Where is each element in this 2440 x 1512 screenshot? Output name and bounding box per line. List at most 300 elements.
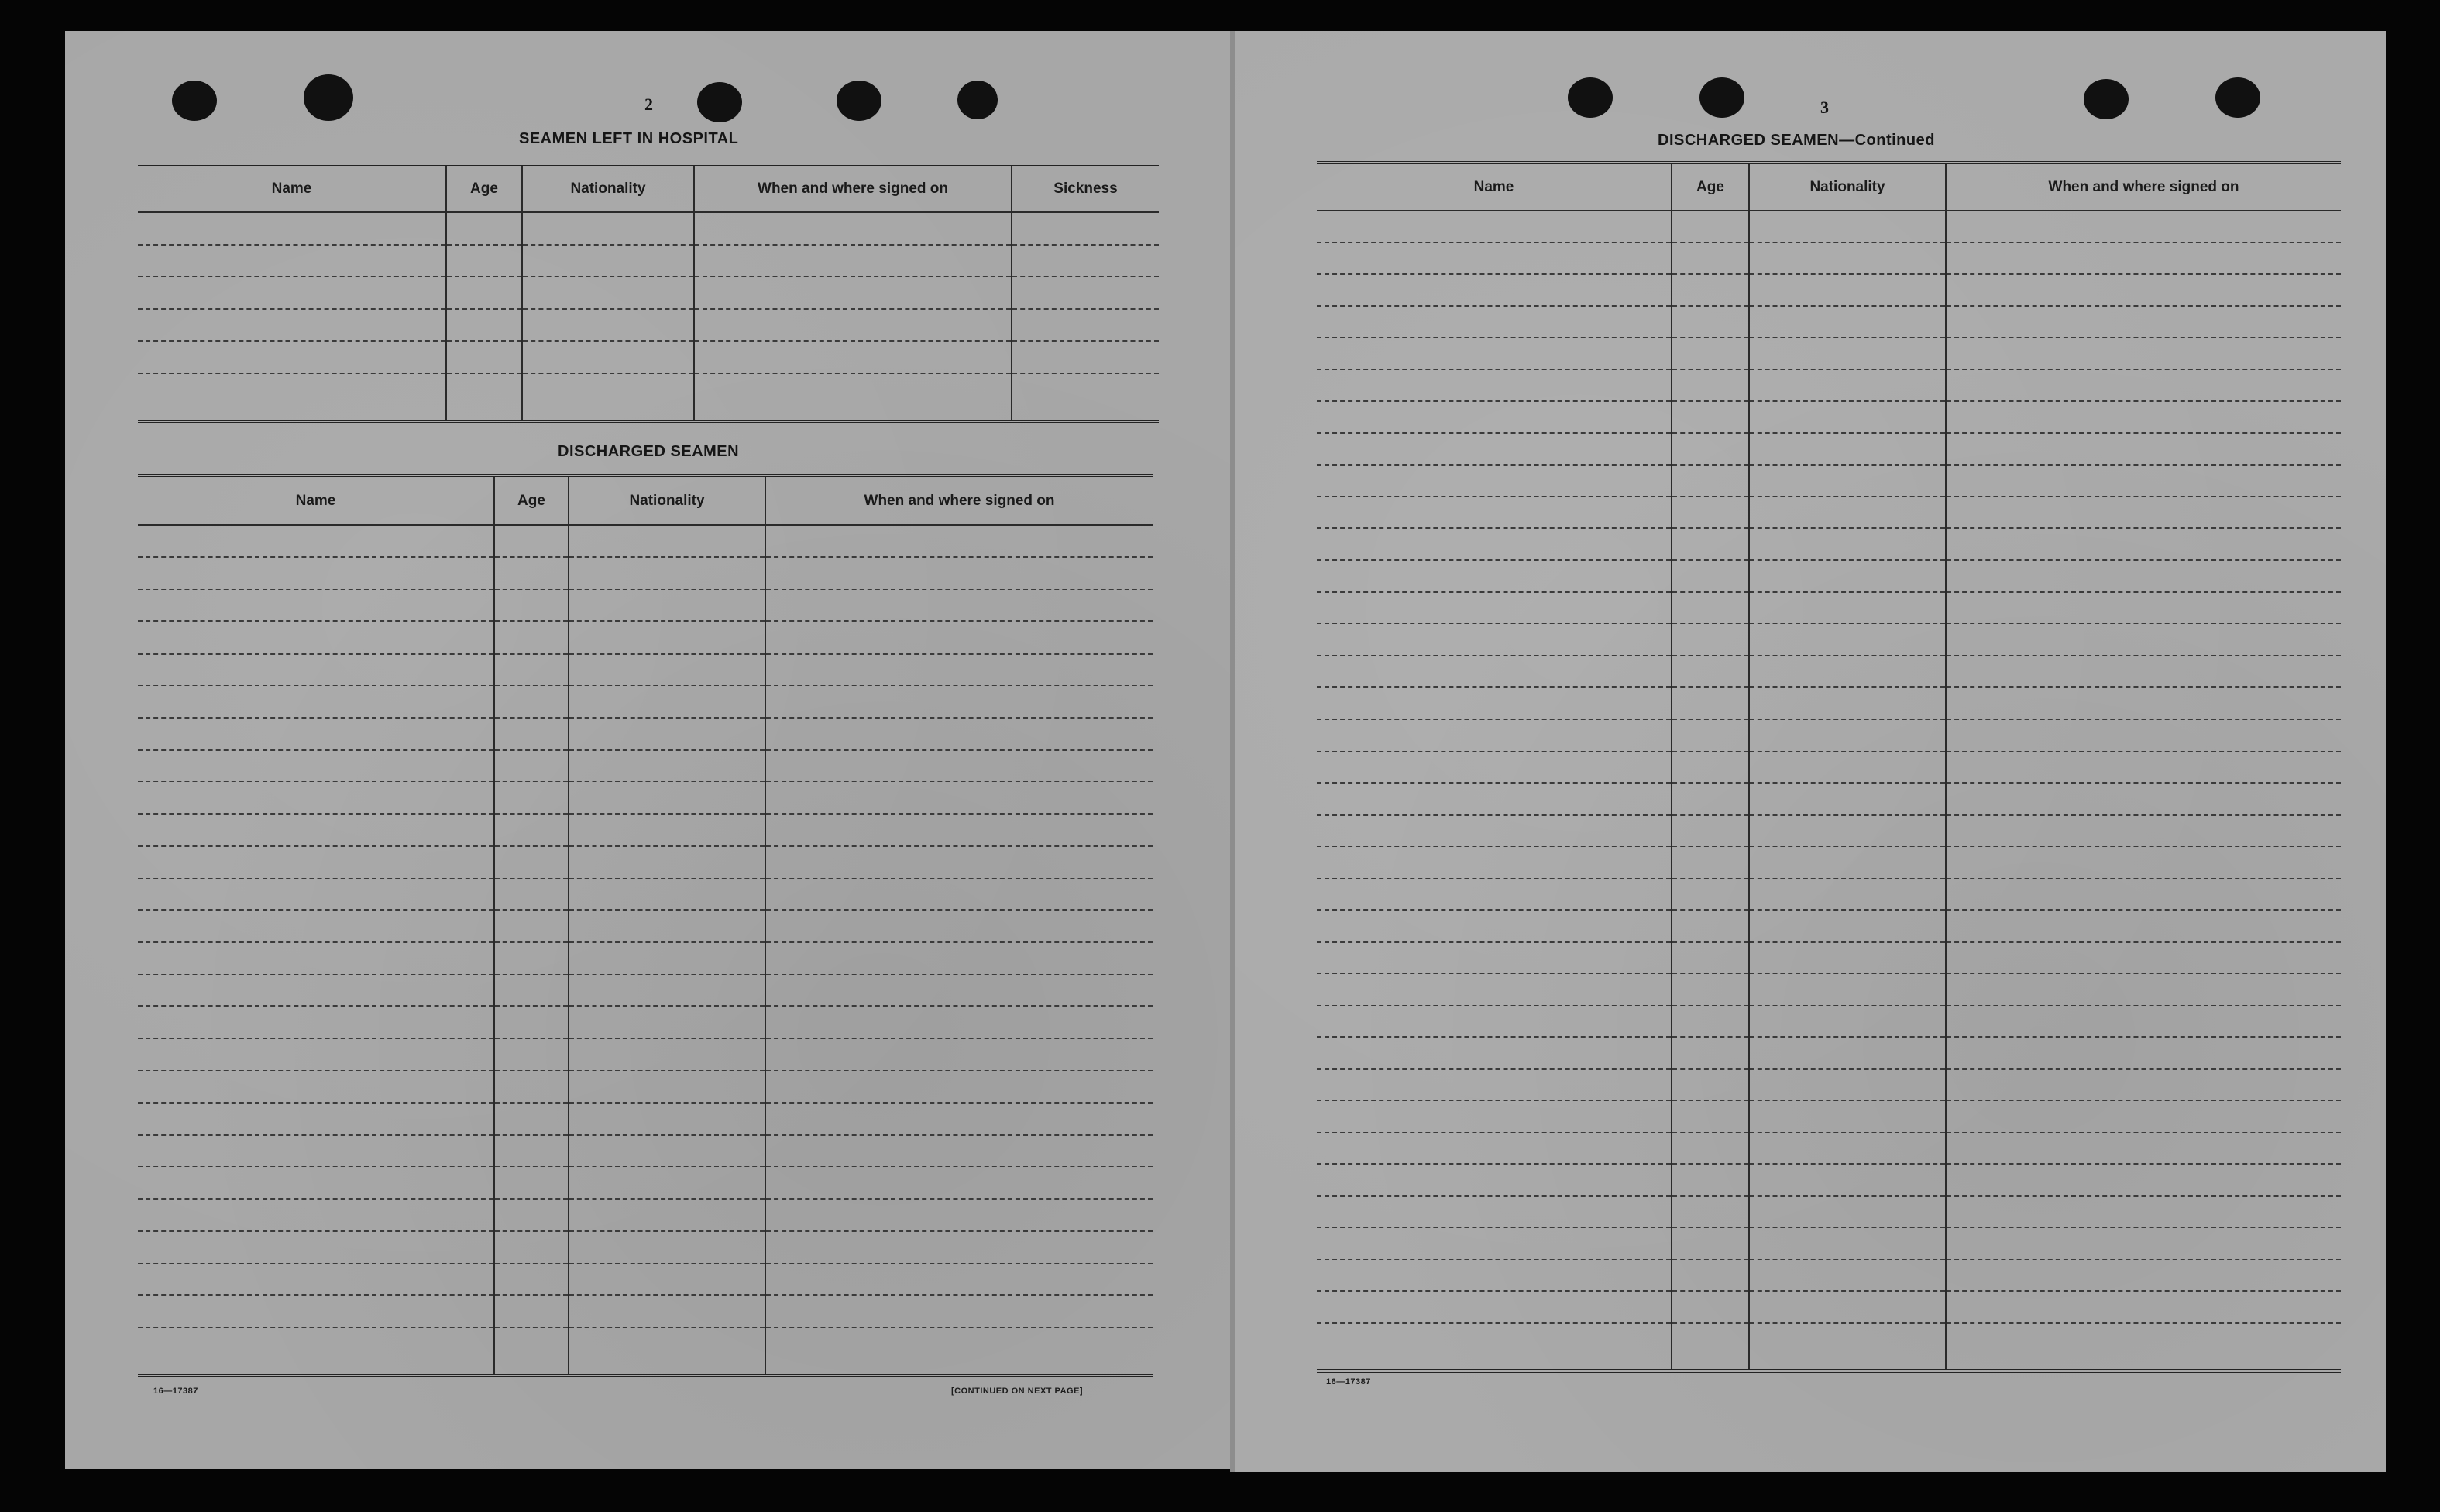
blank-cell <box>765 1231 1153 1263</box>
blank-cell <box>1946 1069 2341 1101</box>
blank-cell <box>1672 655 1749 687</box>
table-row <box>1317 1132 2341 1164</box>
table-row <box>138 621 1153 653</box>
blank-cell <box>1749 655 1946 687</box>
blank-cell <box>1749 1069 1946 1101</box>
table-row <box>1317 306 2341 338</box>
blank-cell <box>1946 401 2341 433</box>
table-row <box>1317 942 2341 974</box>
table-row <box>138 750 1153 782</box>
blank-cell <box>446 373 522 421</box>
blank-cell <box>1317 1291 1672 1323</box>
blank-cell <box>1317 1196 1672 1228</box>
blank-cell <box>1946 592 2341 624</box>
blank-cell <box>1317 560 1672 592</box>
table-row <box>1317 338 2341 369</box>
blank-cell <box>1672 1259 1749 1291</box>
discharged-table-left <box>138 474 1153 1377</box>
blank-cell <box>694 373 1012 421</box>
table-row <box>1317 497 2341 528</box>
blank-cell <box>765 846 1153 878</box>
blank-cell <box>765 621 1153 653</box>
blank-cell <box>765 1199 1153 1231</box>
blank-cell <box>1672 306 1749 338</box>
blank-cell <box>1317 1005 1672 1037</box>
table-row <box>138 557 1153 589</box>
blank-cell <box>765 1328 1153 1376</box>
table-row <box>138 718 1153 750</box>
blank-cell <box>522 212 694 245</box>
blank-cell <box>1946 338 2341 369</box>
column-header-name: Name <box>1317 163 1672 211</box>
blank-cell <box>1012 373 1159 421</box>
blank-cell <box>494 878 569 910</box>
blank-cell <box>1749 815 1946 847</box>
punch-hole <box>304 74 353 121</box>
table-row <box>1317 1164 2341 1196</box>
blank-cell <box>1946 942 2341 974</box>
blank-cell <box>569 1135 765 1167</box>
blank-cell <box>1672 815 1749 847</box>
blank-cell <box>1012 212 1159 245</box>
column-header-age: Age <box>446 164 522 212</box>
table-row <box>138 814 1153 846</box>
blank-cell <box>1317 720 1672 751</box>
blank-cell <box>138 1006 494 1038</box>
blank-cell <box>446 309 522 342</box>
blank-cell <box>1672 497 1749 528</box>
blank-cell <box>138 974 494 1006</box>
table-row <box>1317 1196 2341 1228</box>
blank-cell <box>1946 369 2341 401</box>
table-row <box>1317 687 2341 719</box>
discharged-table-left-body <box>138 525 1153 1376</box>
blank-cell <box>1749 624 1946 655</box>
table-row <box>1317 783 2341 815</box>
table-row <box>1317 878 2341 910</box>
table-row <box>138 974 1153 1006</box>
column-header-signed-on: When and where signed on <box>765 476 1153 525</box>
blank-cell <box>1672 783 1749 815</box>
blank-cell <box>1672 720 1749 751</box>
blank-cell <box>1672 1196 1749 1228</box>
blank-cell <box>1946 274 2341 306</box>
blank-cell <box>1946 1228 2341 1259</box>
blank-cell <box>1749 592 1946 624</box>
blank-cell <box>1012 341 1159 373</box>
continued-note: [CONTINUED ON NEXT PAGE] <box>951 1387 1084 1396</box>
blank-cell <box>1672 1037 1749 1069</box>
blank-cell <box>569 846 765 878</box>
blank-cell <box>765 525 1153 557</box>
blank-cell <box>138 525 494 557</box>
table-row <box>138 846 1153 878</box>
blank-cell <box>569 1199 765 1231</box>
blank-cell <box>1317 274 1672 306</box>
blank-cell <box>138 782 494 813</box>
blank-cell <box>138 910 494 942</box>
blank-cell <box>1317 338 1672 369</box>
blank-cell <box>1946 528 2341 560</box>
blank-cell <box>1672 465 1749 497</box>
blank-cell <box>1672 974 1749 1005</box>
blank-cell <box>1672 878 1749 910</box>
blank-cell <box>569 557 765 589</box>
blank-cell <box>765 1039 1153 1070</box>
table-row <box>1317 592 2341 624</box>
blank-cell <box>138 942 494 974</box>
blank-cell <box>494 750 569 782</box>
table-row <box>1317 1101 2341 1132</box>
column-header-nationality: Nationality <box>522 164 694 212</box>
blank-cell <box>138 1039 494 1070</box>
blank-cell <box>1749 433 1946 465</box>
blank-cell <box>1672 1323 1749 1371</box>
table-row <box>1317 1323 2341 1371</box>
blank-cell <box>1672 847 1749 878</box>
blank-cell <box>1672 751 1749 783</box>
blank-cell <box>1749 369 1946 401</box>
table-row <box>138 341 1159 373</box>
blank-cell <box>522 373 694 421</box>
blank-cell <box>138 589 494 621</box>
blank-cell <box>1317 910 1672 942</box>
blank-cell <box>494 621 569 653</box>
blank-cell <box>1946 974 2341 1005</box>
blank-cell <box>1749 497 1946 528</box>
blank-cell <box>1946 1005 2341 1037</box>
blank-cell <box>1317 974 1672 1005</box>
blank-cell <box>569 718 765 750</box>
blank-cell <box>1749 528 1946 560</box>
blank-cell <box>1946 211 2341 242</box>
table-row <box>1317 720 2341 751</box>
table-row <box>138 525 1153 557</box>
blank-cell <box>1946 624 2341 655</box>
blank-cell <box>1672 1005 1749 1037</box>
blank-cell <box>765 718 1153 750</box>
table-row <box>138 1231 1153 1263</box>
blank-cell <box>1946 1164 2341 1196</box>
blank-cell <box>1672 338 1749 369</box>
blank-cell <box>1749 1132 1946 1164</box>
blank-cell <box>1317 242 1672 274</box>
blank-cell <box>1749 1164 1946 1196</box>
blank-cell <box>494 1263 569 1295</box>
blank-cell <box>1317 687 1672 719</box>
blank-cell <box>1317 1069 1672 1101</box>
blank-cell <box>138 1103 494 1135</box>
blank-cell <box>446 212 522 245</box>
blank-cell <box>1749 242 1946 274</box>
blank-cell <box>765 910 1153 942</box>
hospital-table <box>138 163 1159 423</box>
blank-cell <box>1672 401 1749 433</box>
blank-cell <box>1672 1069 1749 1101</box>
table-row <box>138 878 1153 910</box>
table-row <box>138 277 1159 309</box>
page-spine <box>1230 31 1235 1472</box>
blank-cell <box>694 309 1012 342</box>
blank-cell <box>494 910 569 942</box>
blank-cell <box>1749 974 1946 1005</box>
table-row <box>1317 465 2341 497</box>
blank-cell <box>1317 1132 1672 1164</box>
blank-cell <box>138 1328 494 1376</box>
blank-cell <box>1317 433 1672 465</box>
blank-cell <box>1749 465 1946 497</box>
blank-cell <box>494 718 569 750</box>
blank-cell <box>569 1070 765 1102</box>
blank-cell <box>1317 211 1672 242</box>
blank-cell <box>1317 878 1672 910</box>
blank-cell <box>1749 1291 1946 1323</box>
column-header-age: Age <box>1672 163 1749 211</box>
punch-hole <box>957 81 998 119</box>
blank-cell <box>569 1231 765 1263</box>
blank-cell <box>1012 309 1159 342</box>
table-row <box>138 1295 1153 1327</box>
blank-cell <box>1946 720 2341 751</box>
blank-cell <box>569 1103 765 1135</box>
blank-cell <box>1749 783 1946 815</box>
blank-cell <box>138 1199 494 1231</box>
blank-cell <box>765 654 1153 686</box>
blank-cell <box>1946 1101 2341 1132</box>
blank-cell <box>1317 497 1672 528</box>
table-row <box>138 910 1153 942</box>
blank-cell <box>1946 242 2341 274</box>
blank-cell <box>694 341 1012 373</box>
blank-cell <box>765 942 1153 974</box>
blank-cell <box>1749 878 1946 910</box>
blank-cell <box>1749 751 1946 783</box>
table-row <box>1317 274 2341 306</box>
punch-hole <box>1699 77 1744 118</box>
blank-cell <box>494 1295 569 1327</box>
blank-cell <box>1946 560 2341 592</box>
blank-cell <box>494 1199 569 1231</box>
blank-cell <box>1946 910 2341 942</box>
blank-cell <box>138 277 446 309</box>
blank-cell <box>494 782 569 813</box>
table-row <box>138 654 1153 686</box>
blank-cell <box>1946 687 2341 719</box>
blank-cell <box>765 1006 1153 1038</box>
blank-cell <box>1672 687 1749 719</box>
column-header-nationality: Nationality <box>1749 163 1946 211</box>
blank-cell <box>1672 433 1749 465</box>
blank-cell <box>138 621 494 653</box>
blank-cell <box>1317 783 1672 815</box>
blank-cell <box>138 686 494 717</box>
blank-cell <box>138 846 494 878</box>
table-row <box>138 212 1159 245</box>
blank-cell <box>569 1263 765 1295</box>
blank-cell <box>765 686 1153 717</box>
blank-cell <box>1749 1037 1946 1069</box>
blank-cell <box>494 1103 569 1135</box>
blank-cell <box>138 245 446 277</box>
blank-cell <box>494 525 569 557</box>
blank-cell <box>1317 942 1672 974</box>
blank-cell <box>138 1263 494 1295</box>
blank-cell <box>1317 1228 1672 1259</box>
hospital-table-body <box>138 212 1159 421</box>
table-row <box>1317 815 2341 847</box>
blank-cell <box>1672 242 1749 274</box>
table-row <box>138 942 1153 974</box>
column-header-nationality: Nationality <box>569 476 765 525</box>
hospital-section-title: SEAMEN LEFT IN HOSPITAL <box>519 130 739 147</box>
blank-cell <box>1749 720 1946 751</box>
blank-cell <box>446 341 522 373</box>
table-row <box>1317 1069 2341 1101</box>
blank-cell <box>765 1135 1153 1167</box>
table-row <box>138 1039 1153 1070</box>
blank-cell <box>765 557 1153 589</box>
table-row <box>1317 211 2341 242</box>
blank-cell <box>1317 1101 1672 1132</box>
blank-cell <box>138 750 494 782</box>
blank-cell <box>1012 277 1159 309</box>
blank-cell <box>765 974 1153 1006</box>
blank-cell <box>569 654 765 686</box>
punch-hole <box>697 82 742 122</box>
blank-cell <box>694 245 1012 277</box>
blank-cell <box>1749 401 1946 433</box>
table-row <box>1317 528 2341 560</box>
blank-cell <box>1672 1164 1749 1196</box>
form-number-left: 16—17387 <box>153 1387 198 1396</box>
discharged-section-title: DISCHARGED SEAMEN <box>558 443 740 460</box>
blank-cell <box>765 1263 1153 1295</box>
blank-cell <box>1749 338 1946 369</box>
blank-cell <box>1946 465 2341 497</box>
blank-cell <box>569 750 765 782</box>
blank-cell <box>1672 942 1749 974</box>
table-row <box>138 1006 1153 1038</box>
blank-cell <box>1749 910 1946 942</box>
blank-cell <box>569 942 765 974</box>
blank-cell <box>494 1070 569 1102</box>
table-row <box>1317 1228 2341 1259</box>
table-row <box>1317 1037 2341 1069</box>
column-header-name: Name <box>138 164 446 212</box>
discharged-table-right <box>1317 161 2341 1373</box>
blank-cell <box>1317 401 1672 433</box>
blank-cell <box>1317 815 1672 847</box>
blank-cell <box>446 245 522 277</box>
blank-cell <box>1672 560 1749 592</box>
blank-cell <box>1317 624 1672 655</box>
blank-cell <box>1672 369 1749 401</box>
blank-cell <box>765 1070 1153 1102</box>
blank-cell <box>569 525 765 557</box>
column-header-name: Name <box>138 476 494 525</box>
punch-hole <box>2084 79 2129 119</box>
blank-cell <box>1317 465 1672 497</box>
blank-cell <box>494 846 569 878</box>
column-header-age: Age <box>494 476 569 525</box>
blank-cell <box>1672 624 1749 655</box>
blank-cell <box>138 1167 494 1198</box>
blank-cell <box>138 373 446 421</box>
blank-cell <box>494 1231 569 1263</box>
table-row <box>138 245 1159 277</box>
blank-cell <box>1946 847 2341 878</box>
blank-cell <box>1749 847 1946 878</box>
blank-cell <box>494 1328 569 1376</box>
table-row <box>138 373 1159 421</box>
blank-cell <box>1317 1037 1672 1069</box>
table-row <box>138 782 1153 813</box>
form-number-right: 16—17387 <box>1326 1377 1371 1387</box>
blank-cell <box>1946 1291 2341 1323</box>
blank-cell <box>1749 211 1946 242</box>
blank-cell <box>1749 560 1946 592</box>
blank-cell <box>765 589 1153 621</box>
blank-cell <box>494 1167 569 1198</box>
blank-cell <box>138 1135 494 1167</box>
table-row <box>1317 751 2341 783</box>
blank-cell <box>522 341 694 373</box>
discharged-continued-title: DISCHARGED SEAMEN—Continued <box>1658 132 1935 149</box>
blank-cell <box>138 341 446 373</box>
blank-cell <box>1946 1196 2341 1228</box>
blank-cell <box>1749 1005 1946 1037</box>
blank-cell <box>1317 592 1672 624</box>
blank-cell <box>569 974 765 1006</box>
punch-hole <box>172 81 217 121</box>
blank-cell <box>765 1167 1153 1198</box>
blank-cell <box>494 942 569 974</box>
table-row <box>138 309 1159 342</box>
table-row <box>1317 624 2341 655</box>
blank-cell <box>1317 528 1672 560</box>
blank-cell <box>494 686 569 717</box>
table-row <box>138 1103 1153 1135</box>
punch-hole <box>837 81 881 121</box>
blank-cell <box>1946 655 2341 687</box>
blank-cell <box>569 1328 765 1376</box>
blank-cell <box>138 814 494 846</box>
blank-cell <box>1749 1259 1946 1291</box>
blank-cell <box>1946 1323 2341 1371</box>
blank-cell <box>1317 1259 1672 1291</box>
blank-cell <box>1749 1228 1946 1259</box>
table-row <box>1317 433 2341 465</box>
blank-cell <box>138 654 494 686</box>
blank-cell <box>1672 1291 1749 1323</box>
blank-cell <box>569 1295 765 1327</box>
table-row <box>1317 369 2341 401</box>
blank-cell <box>494 557 569 589</box>
table-row <box>138 589 1153 621</box>
blank-cell <box>1317 655 1672 687</box>
punch-hole <box>1568 77 1613 118</box>
table-row <box>138 1199 1153 1231</box>
blank-cell <box>1317 369 1672 401</box>
blank-cell <box>765 878 1153 910</box>
blank-cell <box>138 1231 494 1263</box>
blank-cell <box>765 1103 1153 1135</box>
blank-cell <box>1946 751 2341 783</box>
blank-cell <box>494 1006 569 1038</box>
table-row <box>1317 847 2341 878</box>
blank-cell <box>1672 910 1749 942</box>
blank-cell <box>1672 592 1749 624</box>
